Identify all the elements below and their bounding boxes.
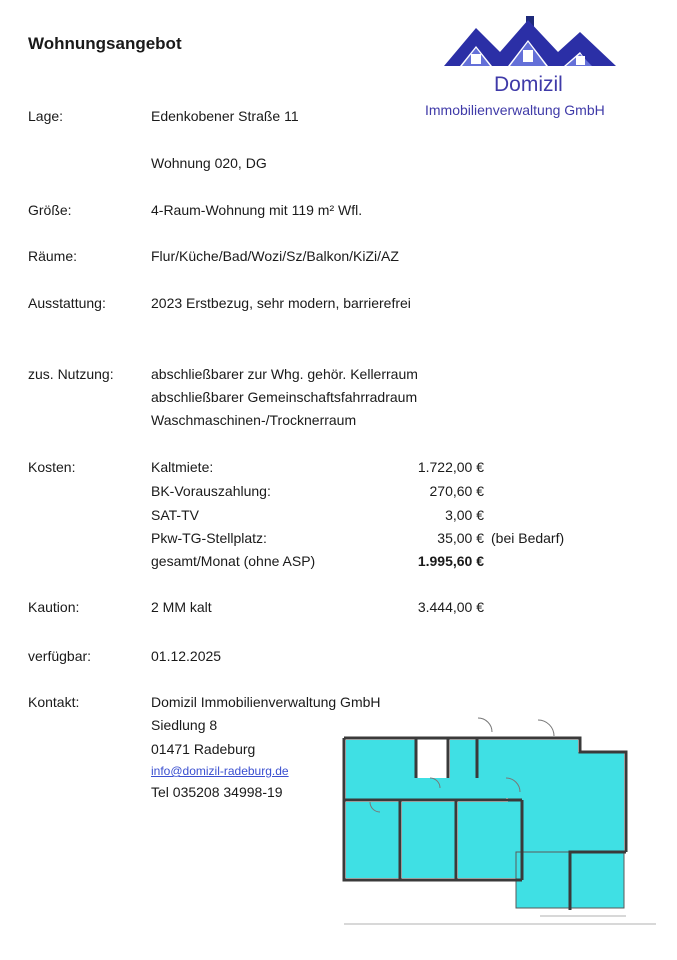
floor-plan-room-zimmer-1 bbox=[346, 802, 400, 878]
kosten-item-amount: 270,60 € bbox=[429, 483, 484, 499]
company-logo bbox=[440, 12, 620, 74]
floor-plan-room-zimmer-2 bbox=[402, 802, 456, 878]
kaution-label: Kaution: bbox=[28, 599, 80, 615]
house-roofs-icon bbox=[440, 12, 620, 74]
groesse-label: Größe: bbox=[28, 202, 72, 218]
kosten-item-name: Kaltmiete: bbox=[151, 459, 214, 475]
kosten-item-name: BK-Vorauszahlung: bbox=[151, 483, 271, 499]
raeume-label: Räume: bbox=[28, 248, 78, 264]
groesse-value: 4-Raum-Wohnung mit 119 m² Wfl. bbox=[151, 202, 363, 218]
kosten-total-amount: 1.995,60 € bbox=[417, 553, 484, 569]
floor-plan-room-wohnen bbox=[508, 752, 624, 852]
ausstattung-value: 2023 Erstbezug, sehr modern, barrierefrei bbox=[151, 295, 411, 311]
kosten-item-note: (bei Bedarf) bbox=[491, 530, 565, 546]
nutzung-line: Waschmaschinen-/Trocknerraum bbox=[151, 412, 357, 428]
lage-unit: Wohnung 020, DG bbox=[151, 155, 267, 171]
nutzung-line: abschließbarer zur Whg. gehör. Kellerraum bbox=[151, 366, 418, 382]
nutzung-line: abschließbarer Gemeinschaftsfahrradraum bbox=[151, 389, 418, 405]
floor-plan-room-zimmer-3 bbox=[458, 802, 520, 878]
kontakt-phone: Tel 035208 34998-19 bbox=[151, 784, 283, 800]
floor-plan-room-bad bbox=[346, 740, 416, 778]
floor-plan bbox=[330, 712, 658, 938]
page-title: Wohnungsangebot bbox=[28, 34, 182, 53]
floor-plan-room-flur bbox=[346, 778, 506, 800]
raeume-value: Flur/Küche/Bad/Wozi/Sz/Balkon/KiZi/AZ bbox=[151, 248, 399, 264]
logo-name: Domizil bbox=[494, 73, 563, 96]
kosten-item-amount: 1.722,00 € bbox=[417, 459, 484, 475]
kontakt-city: 01471 Radeburg bbox=[151, 741, 256, 757]
kosten-item-name: Pkw-TG-Stellplatz: bbox=[151, 530, 267, 546]
kosten-label: Kosten: bbox=[28, 459, 76, 475]
floor-plan-room-abstellraum bbox=[450, 740, 476, 778]
lage-label: Lage: bbox=[28, 108, 64, 124]
kontakt-email-link[interactable]: info@domizil-radeburg.de bbox=[151, 764, 289, 778]
ausstattung-label: Ausstattung: bbox=[28, 295, 106, 311]
kosten-item-amount: 3,00 € bbox=[445, 507, 484, 523]
kaution-amount: 3.444,00 € bbox=[417, 599, 484, 615]
kosten-item-name: SAT-TV bbox=[151, 507, 199, 523]
verfuegbar-label: verfügbar: bbox=[28, 648, 92, 664]
kosten-item-amount: 35,00 € bbox=[437, 530, 484, 546]
logo-subtitle: Immobilienverwaltung GmbH bbox=[425, 102, 605, 118]
kosten-total-name: gesamt/Monat (ohne ASP) bbox=[151, 553, 316, 569]
kaution-value: 2 MM kalt bbox=[151, 599, 212, 615]
lage-street: Edenkobener Straße 11 bbox=[151, 108, 299, 124]
nutzung-label: zus. Nutzung: bbox=[28, 366, 114, 382]
verfuegbar-value: 01.12.2025 bbox=[151, 648, 222, 664]
kontakt-company: Domizil Immobilienverwaltung GmbH bbox=[151, 694, 381, 710]
kontakt-street: Siedlung 8 bbox=[151, 717, 218, 733]
kontakt-label: Kontakt: bbox=[28, 694, 80, 710]
